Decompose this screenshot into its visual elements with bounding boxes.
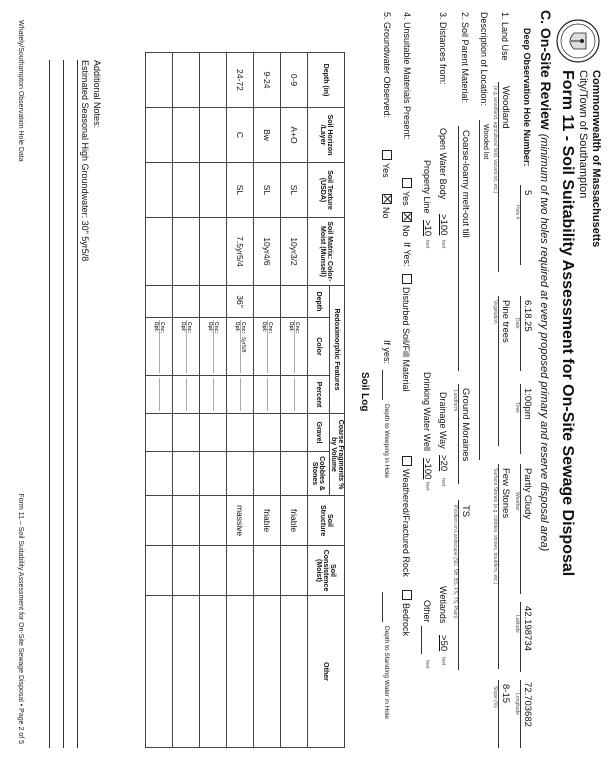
table-row [254,53,281,748]
vegetation-value: Pine trees [500,300,511,343]
redox-cnc-value: 5yr5/8 [240,337,247,353]
hole-number-caption: Hole # [514,205,520,220]
unsuitable-label: 4. Unsuitable Materials Present: [402,12,412,140]
slope-value: 8-15 [500,684,511,704]
gravel-header: Gravel [308,414,330,452]
time-caption: Time [514,402,520,413]
weather-value: Partly Cludy [522,468,533,520]
drainage-way-unit: feet [440,478,446,487]
property-line-label: Property Line [422,160,432,214]
row-texture: SL [227,163,254,218]
bedrock-checkbox[interactable] [402,590,412,600]
weeping-depth-label: Depth to Weeping in Hole [383,404,390,478]
land-use-label: 1. Land Use [500,12,510,61]
unsuitable-yes-label: Yes [401,191,411,206]
drinking-well-value: >100 [422,458,433,480]
wetlands-value: >50 [438,635,449,652]
section-c-heading [538,10,554,551]
landform-caption: Landform [452,390,458,412]
weathered-rock-option[interactable] [401,456,412,577]
disturbed-soil-label: Disturbed Soil/Fill Material [401,287,411,392]
open-water-unit: feet [440,240,446,249]
structure-header: Soil Structure [308,496,345,546]
surface-stones-value: Few Stones [500,468,511,519]
depth-header: Depth (in) [308,53,345,108]
table-row [200,53,227,748]
section-c-subtitle: (minimum of two holes required at every proposed primary and reserve disposal area) [538,133,550,552]
redox-color-header: Color [308,318,330,376]
longitude-value: 72.703682 [522,682,533,727]
drainage-way-value: >20 [438,455,449,472]
table-row [227,53,254,748]
groundwater-no[interactable] [381,194,392,219]
groundwater-no-checkbox[interactable] [382,194,392,204]
hole-number-label: Deep Observation Hole Number: [522,28,532,167]
redox-dpl-label: Dpl: [261,322,267,332]
description-value: Wooded lot [482,124,489,160]
row-structure: massive [227,496,254,546]
soil-log-table [145,52,345,748]
vegetation-caption: Vegetation [492,300,498,324]
soil-log-title: Soil Log [359,372,370,412]
row-horizon: C [227,108,254,163]
row-depth: 24-72 [227,53,254,108]
row-horizon: A+O [281,108,308,163]
parent-material-value: Coarse-loamy melt-out till [460,130,471,238]
disturbed-soil-option[interactable] [401,274,412,392]
groundwater-ifyes-label: If yes: [382,340,392,365]
standing-water-label: Depth to Standing Water in Hole [383,626,390,719]
consistence-header: Soil Consistence (Moist) [308,546,345,596]
redox-dpl-label: Dpl: [180,322,186,332]
footer-right: Form 11 – Soil Suitability Assessment for On-Site Sewage Disposal • Page 2 of 5 [17,493,24,744]
wetlands-label: Wetlands [438,586,448,624]
fragments-header: Coarse Fragments % by Volume [330,414,345,496]
massachusetts-seal-icon [554,18,602,64]
other-distance-label: Other [422,600,432,623]
unsuitable-no-label: No [401,225,411,237]
groundwater-yes[interactable] [381,150,392,178]
latitude-caption: Latitude [514,615,520,633]
latitude-value: 42.198734 [522,606,533,651]
landform-value: Ground Moraines [460,388,471,462]
texture-header: Soil Texture (USDA) [308,163,345,218]
slope-caption: Slope (%) [492,686,498,708]
commonwealth-heading: Commonwealth of Massachusetts [590,70,602,248]
disturbed-soil-checkbox[interactable] [402,274,412,284]
horizon-header: Soil Horizon /Layer [308,108,345,163]
section-c-title: C. On-Site Review [538,10,554,130]
table-row [281,53,308,748]
bedrock-option[interactable] [401,590,412,636]
row-redox-depth [254,286,281,318]
row-depth: 0-9 [281,53,308,108]
open-water-value: >100 [438,214,449,236]
row-redox-color [281,318,308,376]
groundwater-label: 5. Groundwater Observed: [382,12,392,119]
bedrock-label: Bedrock [401,603,411,637]
row-matrix: 7.5yr5/4 [227,218,254,286]
row-horizon: Bw [254,108,281,163]
date-value: 6.18.25 [522,300,533,332]
matrix-header: Soil Matrix: Color-Moist (Munsell) [308,218,345,286]
row-structure: friable [254,496,281,546]
additional-notes-label: Additional Notes: [92,60,102,129]
redox-dpl-label: Dpl: [234,322,240,332]
surface-stones-caption: Surface Stones (e.g. cobbles, stones, boulders, etc.) [492,468,498,585]
position-value: TS [460,505,471,518]
redox-depth-header: Depth [308,286,330,318]
date-caption: Date [514,318,520,329]
redox-cnc-label: Cnc: [240,322,247,334]
parent-material-label: 2. Soil Parent Material: [460,12,470,104]
redox-percent-header: Percent [308,376,330,414]
redox-dpl-label: Dpl: [288,322,294,332]
unsuitable-ifyes-label: If Yes: [402,242,412,267]
wetlands-unit: feet [440,657,446,666]
groundwater-no-label: No [381,207,391,219]
property-line-unit: feet [424,240,430,249]
additional-notes-text: Estimated Seasonal High Groundwater: 30" 5yr5/8 [80,60,90,262]
position-caption: Position on Landscape (SU, SH, BS, FS, TS, Plain) [452,505,458,619]
row-depth: 9-24 [254,53,281,108]
footer-left: Whately/Southampton Observation Hole Data [17,20,24,162]
unsuitable-no[interactable] [401,212,412,237]
row-redox-depth [281,286,308,318]
row-structure: friable [281,496,308,546]
form-title: Form 11 - Soil Suitability Assessment for On-Site Sewage Disposal [559,70,576,577]
redox-cnc-label: Cnc: [213,322,220,334]
open-water-label: Open Water Body [438,128,448,200]
longitude-caption: Longitude [514,693,520,715]
property-line-value: >10 [422,220,433,237]
unsuitable-yes[interactable] [401,178,412,206]
other-header: Other [308,596,345,748]
redox-cnc-label: Cnc: [186,322,193,334]
redox-header: Redoximorphic Features [330,286,345,414]
row-matrix: 10yr4/6 [254,218,281,286]
row-redox-color [227,318,254,376]
town-heading: City/Town of Southampton [577,70,589,199]
hole-number-value: 5 [522,190,533,196]
row-texture: SL [281,163,308,218]
redox-cnc-label: Cnc: [159,322,166,334]
redox-cnc-label: Cnc: [294,322,301,334]
row-redox-depth: 36" [227,286,254,318]
redox-dpl-label: Dpl: [153,322,159,332]
row-redox-color [254,318,281,376]
groundwater-yes-label: Yes [381,163,391,178]
table-row [146,53,173,748]
redox-dpl-label: Dpl: [207,322,213,332]
land-use-caption: (e.g. woodland, agricultural field, vacant lot, etc.) [492,86,498,194]
weather-caption: Weather [514,492,520,511]
redox-cnc-label: Cnc: [267,322,274,334]
weathered-rock-label: Weathered/Fractured Rock [401,469,411,577]
cobbles-header: Cobbles & Stones [308,452,330,496]
weathered-rock-checkbox[interactable] [402,456,412,466]
unsuitable-yes-checkbox[interactable] [402,178,412,188]
drinking-well-label: Drinking Water Well [422,372,432,452]
table-row [173,53,200,748]
row-matrix: 10yr3/2 [281,218,308,286]
distances-label: 3. Distances from: [438,12,448,85]
groundwater-yes-checkbox[interactable] [382,150,392,160]
drainage-way-label: Drainage Way [438,392,448,449]
row-texture: SL [254,163,281,218]
drinking-well-unit: feet [424,482,430,491]
time-value: 1:00pm [522,388,533,420]
description-label: Description of Location: [479,12,489,107]
unsuitable-no-checkbox[interactable] [402,212,412,222]
other-distance-unit: feet [424,660,430,669]
land-use-value: Woodland [500,86,511,129]
